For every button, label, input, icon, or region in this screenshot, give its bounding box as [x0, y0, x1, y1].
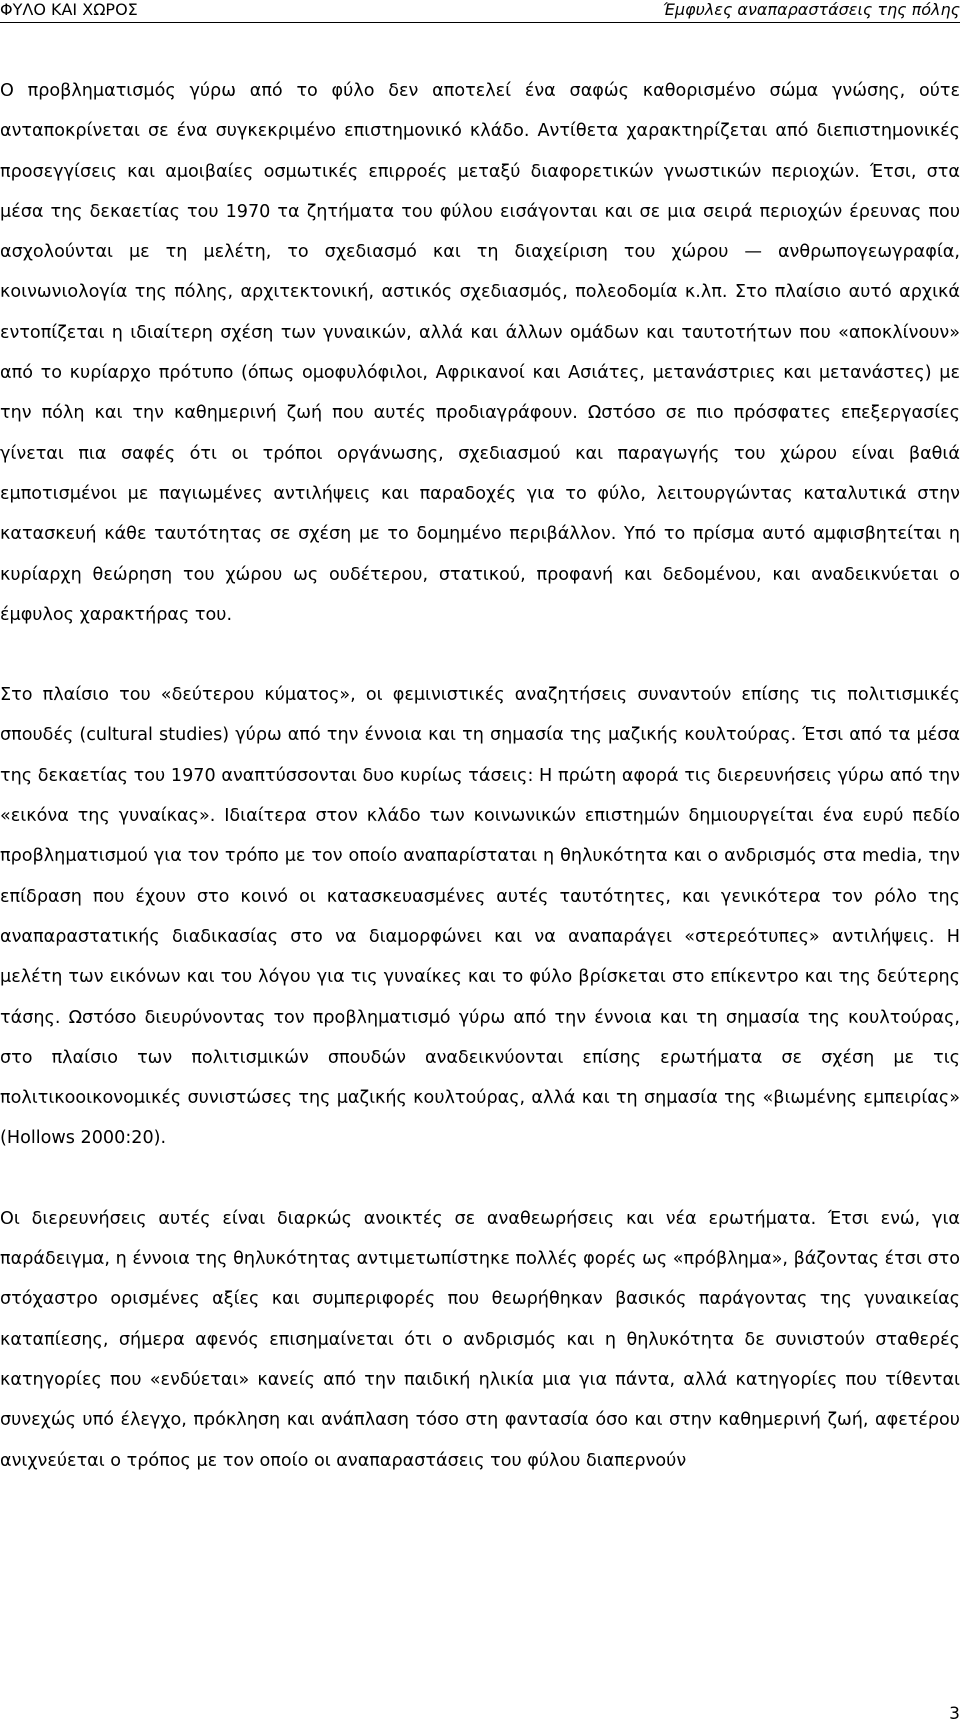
header-chapter-title: Έμφυλες αναπαραστάσεις της πόλης — [662, 0, 960, 19]
paragraph-3: Οι διερευνήσεις αυτές είναι διαρκώς ανοικτές σε αναθεωρήσεις και νέα ερωτήματα. Έτσι ενώ, για παράδειγμα, η έννοια της θηλυκότητας αντιμετωπίστηκε πολλές φορές ως «πρόβλημα», βάζοντας έτσι στο στόχαστρο ορισμένες αξίες και συμπεριφορές που θεωρήθηκαν βασικός παράγοντας της γυναικείας καταπίεσης, σήμερα αφενός επισημαίνεται ότι ο ανδρισμός και η θηλυκότητα δε συνιστούν σταθερές κατηγορίες που «ενδύεται» κανείς από την παιδική ηλικία μια για πάντα, αλλά κατηγορίες που τίθενται συνεχώς υπό έλεγχο, πρόκληση και ανάπλαση τόσο στη φαντασία όσο και στην καθημερινή ζωή, αφετέρου ανιχνεύεται ο τρόπος με τον οποίο οι αναπαραστάσεις του φύλου διαπερνούν — [0, 1208, 960, 1471]
body-text — [0, 71, 960, 1481]
paragraph-2: Στο πλαίσιο του «δεύτερου κύματος», οι φεμινιστικές αναζητήσεις συναντούν επίσης τις πολιτισμικές σπουδές (cultural studies) γύρω από την έννοια και τη σημασία της μαζικής κουλτούρας. Έτσι από τα μέσα της δεκαετίας του 1970 αναπτύσσονται δυο κυρίως τάσεις: Η πρώτη αφορά τις διερευνήσεις γύρω από την «εικόνα της γυναίκας». Ιδιαίτερα στον κλάδο των κοινωνικών επιστημών δημιουργείται ένα ευρύ πεδίο προβληματισμού για τον τρόπο με τον οποίο αναπαρίσταται η θηλυκότητα και ο ανδρισμός στα media, την επίδραση που έχουν στο κοινό οι κατασκευασμένες αυτές ταυτότητες, και γενικότερα τον ρόλο της αναπαραστατικής διαδικασίας στο να διαμορφώνει και να αναπαράγει «στερεότυπες» αντιλήψεις. Η μελέτη των εικόνων και του λόγου για τις γυναίκες και το φύλο βρίσκεται στο επίκεντρο και της δεύτερης τάσης. Ωστόσο διευρύνοντας τον προβληματισμό γύρω από την έννοια και τη σημασία της κουλτούρας, στο πλαίσιο των πολιτισμικών σπουδών αναδεικνύονται επίσης ερωτήματα σε σχέση με τις πολιτικοοικονομικές συνιστώσες της μαζικής κουλτούρας, αλλά και τη σημασία της «βιωμένης εμπειρίας» (Hollows 2000:20). — [0, 685, 960, 1149]
header-journal-title: ΦΥΛΟ ΚΑΙ ΧΩΡΟΣ — [0, 0, 138, 19]
running-header — [0, 0, 960, 23]
paragraph-1: Ο προβληματισμός γύρω από το φύλο δεν αποτελεί ένα σαφώς καθορισμένο σώμα γνώσης, ούτε ανταποκρίνεται σε ένα συγκεκριμένο επιστημονικό κλάδο. Αντίθετα χαρακτηρίζεται από διεπιστημονικές προσεγγίσεις και αμοιβαίες οσμωτικές επιρροές μεταξύ διαφορετικών γνωστικών περιοχών. Έτσι, στα μέσα της δεκαετίας του 1970 τα ζητήματα του φύλου εισάγονται και σε μια σειρά περιοχών έρευνας που ασχολούνται με τη μελέτη, το σχεδιασμό και τη διαχείριση του χώρου — ανθρωπογεωγραφία, κοινωνιολογία της πόλης, αρχιτεκτονική, αστικός σχεδιασμός, πολεοδομία κ.λπ. Στο πλαίσιο αυτό αρχικά εντοπίζεται η ιδιαίτερη σχέση των γυναικών, αλλά και άλλων ομάδων και ταυτοτήτων που «αποκλίνουν» από το κυρίαρχο πρότυπο (όπως ομοφυλόφιλοι, Αφρικανοί και Ασιάτες, μετανάστριες και μετανάστες) με την πόλη και την καθημερινή ζωή που αυτές προδιαγράφουν. Ωστόσο σε πιο πρόσφατες επεξεργασίες γίνεται πια σαφές ότι οι τρόποι οργάνωσης, σχεδιασμού και παραγωγής του χώρου είναι βαθιά εμποτισμένοι με παγιωμένες αντιλήψεις και παραδοχές για το φύλο, λειτουργώντας καταλυτικά στην κατασκευή κάθε ταυτότητας σε σχέση με το δομημένο περιβάλλον. Υπό το πρίσμα αυτό αμφισβητείται η κυρίαρχη θεώρηση του χώρου ως ουδέτερου, στατικού, προφανή και δεδομένου, και αναδεικνύεται ο έμφυλος χαρακτήρας του. — [0, 81, 960, 625]
page-number: 3 — [949, 1704, 960, 1724]
